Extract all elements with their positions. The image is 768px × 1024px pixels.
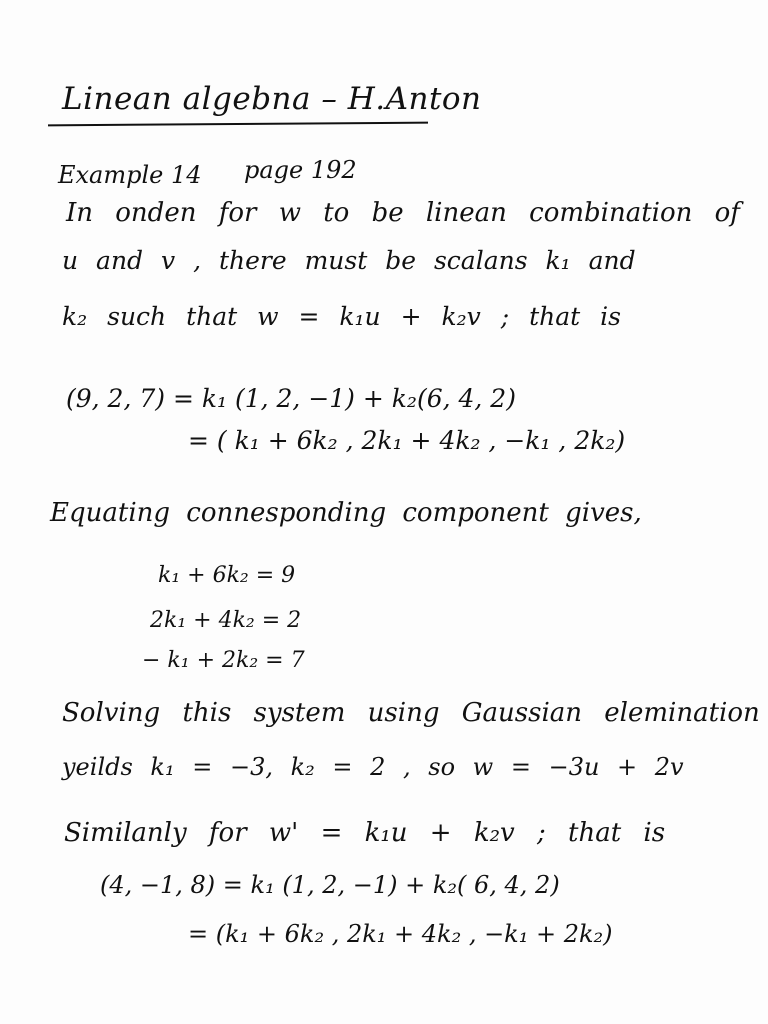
system-equation-1: k₁ + 6k₂ = 9 [158, 563, 296, 588]
paragraph-line-3: k₂ such that w = k₁u + k₂v ; that is [62, 302, 621, 331]
title-underline [48, 122, 428, 127]
equation-line-1: (9, 2, 7) = k₁ (1, 2, −1) + k₂(6, 4, 2) [66, 384, 516, 413]
system-equation-2: 2k₁ + 4k₂ = 2 [150, 608, 302, 633]
equating-text: Equating connesponding component gives, [50, 498, 642, 528]
page-title: Linean algebna – H.Anton [62, 81, 482, 117]
similarly-text: Similanly for w' = k₁u + k₂v ; that is [64, 818, 666, 848]
final-equation-2: = (k₁ + 6k₂ , 2k₁ + 4k₂ , −k₁ + 2k₂) [188, 920, 613, 948]
final-equation-1: (4, −1, 8) = k₁ (1, 2, −1) + k₂( 6, 4, 2) [100, 871, 560, 899]
page-reference: page 192 [244, 156, 357, 184]
system-equation-3: − k₁ + 2k₂ = 7 [142, 648, 305, 673]
paragraph-line-1: In onden for w to be linean combination of [66, 198, 740, 228]
solving-text: Solving this system using Gaussian elemination [62, 698, 760, 728]
paragraph-line-2: u and v , there must be scalans k₁ and [62, 246, 636, 275]
example-label: Example 14 [58, 161, 202, 189]
equation-line-2: = ( k₁ + 6k₂ , 2k₁ + 4k₂ , −k₁ , 2k₂) [188, 426, 626, 455]
yields-text: yeilds k₁ = −3, k₂ = 2 , so w = −3u + 2v [62, 753, 684, 781]
